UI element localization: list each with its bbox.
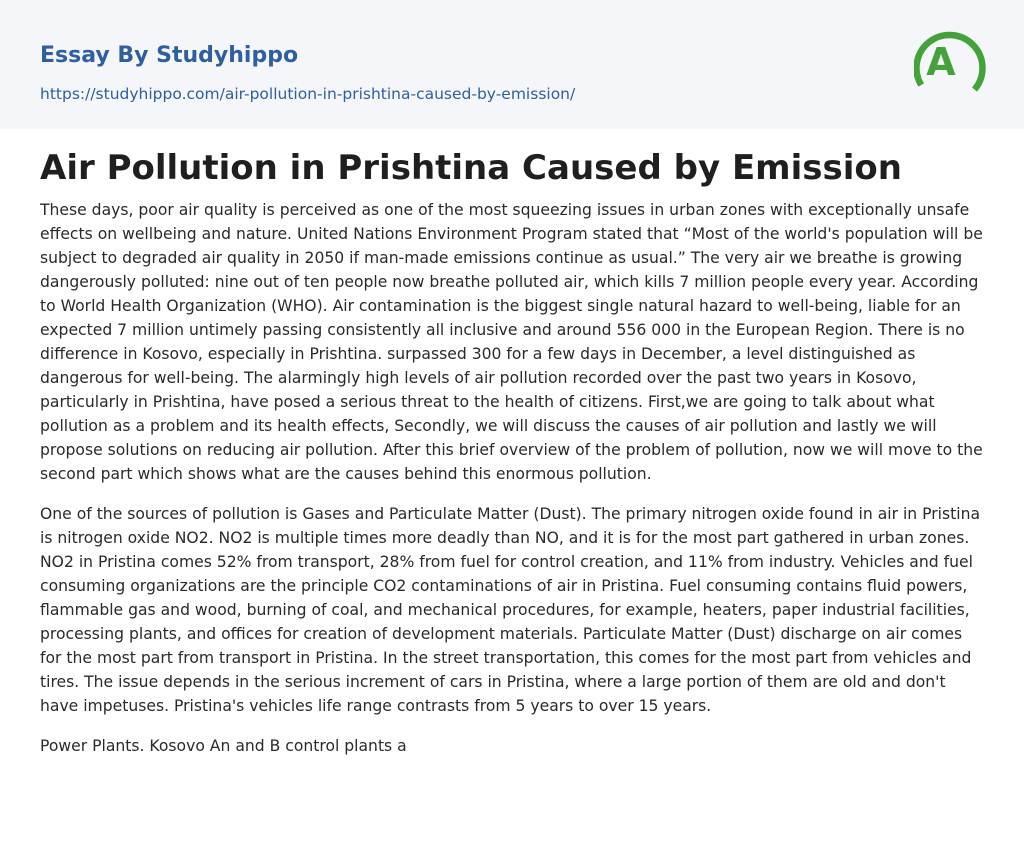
site-header	[0, 0, 1024, 129]
essay-article	[40, 145, 988, 774]
essay-paragraph: These days, poor air quality is perceived as one of the most squeezing issues in urban zones with exceptionally unsafe effects on wellbeing and nature. United Nations Environment Program stated that “Most of the world's population will be subject to degraded air quality in 2050 if man-made emissions continue as usual.” The very air we breathe is growing dangerously polluted: nine out of ten people now breathe polluted air, which kills 7 million people every year. According to World Health Organization (WHO). Air contamination is the biggest single natural hazard to well-being, liable for an expected 7 million untimely passing consistently all inclusive and around 556 000 in the European Region. There is no difference in Kosovo, especially in Prishtina. surpassed 300 for a few days in December, a level distinguished as dangerous for well-being. The alarmingly high levels of air pollution recorded over the past two years in Kosovo, particularly in Prishtina, have posed a serious threat to the health of citizens. First,we are going to talk about what pollution as a problem and its health effects, Secondly, we will discuss the causes of air pollution and lastly we will propose solutions on reducing air pollution. After this brief overview of the problem of pollution, now we will move to the second part which shows what are the causes behind this enormous pollution.	[40, 201, 983, 483]
brand-title: Essay By Studyhippo	[40, 43, 299, 68]
page-title: Air Pollution in Prishtina Caused by Emission	[40, 148, 902, 188]
essay-paragraph: One of the sources of pollution is Gases and Particulate Matter (Dust). The primary nitrogen oxide found in air in Pristina is nitrogen oxide NO2. NO2 is multiple times more deadly than NO, and it is for the most part gathered in urban zones. NO2 in Pristina comes 52% from transport, 28% from fuel for control creation, and 11% from industry. Vehicles and fuel consuming organizations are the principle CO2 contaminations of air in Pristina. Fuel consuming contains fluid powers, flammable gas and wood, burning of coal, and mechanical procedures, for example, heaters, paper industrial facilities, processing plants, and offices for creation of development materials. Particulate Matter (Dust) discharge on air comes for the most part from transport in Pristina. In the street transportation, this comes for the most part from vehicles and tires. The issue depends in the serious increment of cars in Pristina, where a large portion of them are old and don't have impetuses. Pristina's vehicles life range contrasts from 5 years to over 15 years.	[40, 505, 981, 715]
essay-paragraph: Power Plants. Kosovo An and B control plants a	[40, 737, 407, 755]
source-url-link[interactable]: https://studyhippo.com/air-pollution-in-prishtina-caused-by-emission/	[40, 85, 576, 103]
logo-letter: A	[926, 40, 956, 84]
studyhippo-logo-icon[interactable]	[914, 20, 986, 106]
